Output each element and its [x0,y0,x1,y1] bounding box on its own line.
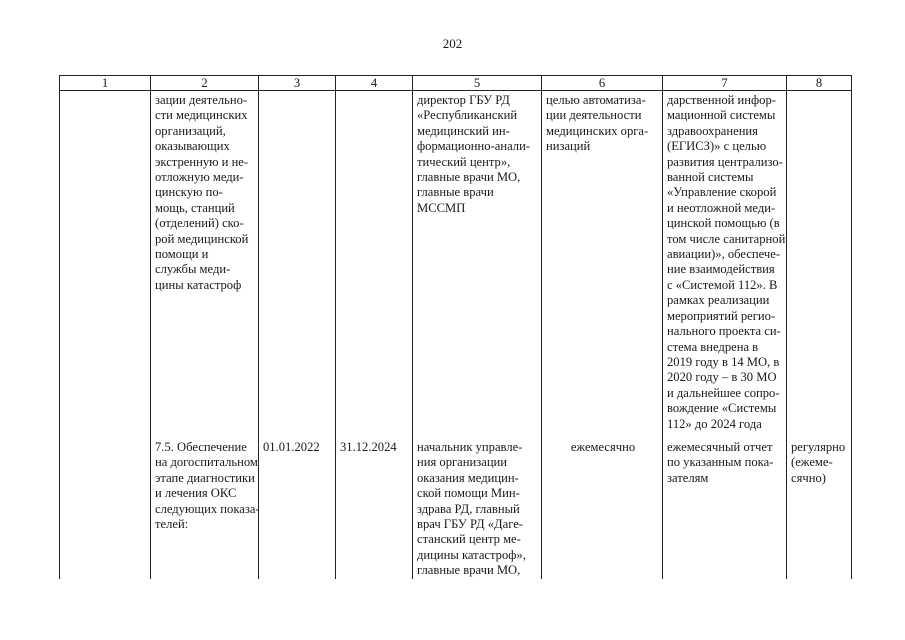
text-line: регулярно [791,439,846,454]
text-line: начальник управле- [417,439,523,454]
text-line: 2019 году в 14 МО, в [667,354,780,369]
text-line: и неотложной меди- [667,200,776,215]
text-line: отложную меди- [155,170,244,185]
cell-col1 [60,432,151,579]
text-line: рамках реализации [667,293,770,308]
text-line: зации деятельно- [155,93,248,107]
text-line: ской помощи Мин- [417,486,520,501]
column-number-header [60,76,852,91]
text-line: 2020 году – в 30 МО [667,370,777,385]
column-header-8: 8 [787,76,852,91]
cell-end-date: 31.12.2024 [336,432,413,579]
cell-activity [151,432,259,579]
text-line: цины катастроф [155,277,242,292]
text-line: мероприятий регио- [667,308,776,323]
text-line: тический центр», [417,154,511,169]
table-row [60,91,852,432]
column-header-5: 5 [413,76,542,91]
text-line: здрава РД, главный [417,501,520,516]
text-line: следующих показа- [155,501,260,516]
text-line: телей: [155,516,189,531]
text-lines [667,440,784,486]
text-line: здравоохранения [667,123,758,138]
cell-frequency: ежемесячно [542,432,663,579]
text-line: ежемесячный отчет [667,439,773,454]
cell-goal [542,91,663,432]
text-line: формационно-анали- [417,139,531,154]
cell-start-date: 01.01.2022 [259,432,336,579]
text-line: оказания медицин- [417,470,519,485]
text-line: авиации)», обеспече- [667,247,781,262]
column-header-7: 7 [663,76,787,91]
table-row [60,432,852,579]
text-line: нального проекта си- [667,324,781,339]
column-header-3: 3 [259,76,336,91]
text-lines [155,439,260,532]
text-line: экстренную и не- [155,154,249,169]
cell-reporting [787,432,852,579]
text-line: цинской помощью (в [667,216,780,231]
text-line: главные врачи [417,185,494,200]
text-line: мационной системы [667,108,776,123]
plan-table [59,75,852,579]
text-lines [791,440,849,486]
text-line: МССМП [417,200,466,215]
text-lines [667,93,784,432]
column-header-4: 4 [336,76,413,91]
text-line: с «Системой 112». В [667,277,778,292]
text-line: ния организации [417,455,508,470]
text-line: врач ГБУ РД «Даге- [417,516,524,531]
text-line: развития централизо- [667,154,783,169]
page-number: 202 [442,36,463,51]
text-lines [546,93,660,155]
text-line: 7.5. Обеспечение [155,439,247,454]
cell-responsible [413,91,542,432]
text-line: стема внедрена в [667,339,759,354]
text-lines [417,440,539,579]
cell-activity-continued [151,91,259,432]
text-line: «Республиканский [417,108,518,123]
text-line: этапе диагностики [155,470,255,485]
cell-responsible [413,432,542,579]
text-line: станский центр ме- [417,532,521,547]
text-line: ванной системы [667,170,754,185]
column-header-1: 1 [60,76,151,91]
text-line: низаций [546,139,591,154]
text-line: и дальнейшее сопро- [667,385,780,400]
cell-start-date [259,91,336,432]
text-line: том числе санитарной [667,231,786,246]
text-lines [155,93,256,293]
text-line: главные врачи МО, [417,563,521,578]
text-line: ции деятельности [546,108,642,123]
text-line: (ЕГИСЗ)» с целью [667,139,767,154]
text-line: на догоспитальном [155,455,258,470]
text-line: главные врачи МО, [417,170,521,185]
text-line: рой медицинской [155,231,249,246]
text-line: цинскую по- [155,185,223,200]
text-line: помощи и [155,247,209,262]
text-line: зателям [667,470,709,485]
cell-col1 [60,91,151,432]
text-line: и лечения ОКС [155,486,237,501]
text-line: медицинский ин- [417,123,510,138]
text-line: директор ГБУ РД [417,93,510,107]
text-line: сячно) [791,470,826,485]
text-line: дицины катастроф», [417,547,526,562]
cell-col8 [787,91,852,432]
text-line: организаций, [155,123,226,138]
column-header-2: 2 [151,76,259,91]
text-line: по указанным пока- [667,455,774,470]
text-line: «Управление скорой [667,185,777,200]
text-line: службы меди- [155,262,231,277]
text-line: оказывающих [155,139,230,154]
cell-end-date [336,91,413,432]
text-line: ние взаимодействия [667,262,775,277]
text-line: 112» до 2024 года [667,416,762,431]
text-lines [417,93,539,216]
text-line: медицинских орга- [546,123,649,138]
text-line: целью автоматиза- [546,93,646,107]
text-line: (отделений) ско- [155,216,244,231]
text-line: мощь, станций [155,200,235,215]
text-line: вождение «Системы [667,401,777,416]
text-line: дарственной инфор- [667,93,776,107]
text-line: сти медицинских [155,108,248,123]
column-header-6: 6 [542,76,663,91]
text-line: (ежеме- [791,455,833,470]
cell-result [663,91,787,432]
cell-result [663,432,787,579]
